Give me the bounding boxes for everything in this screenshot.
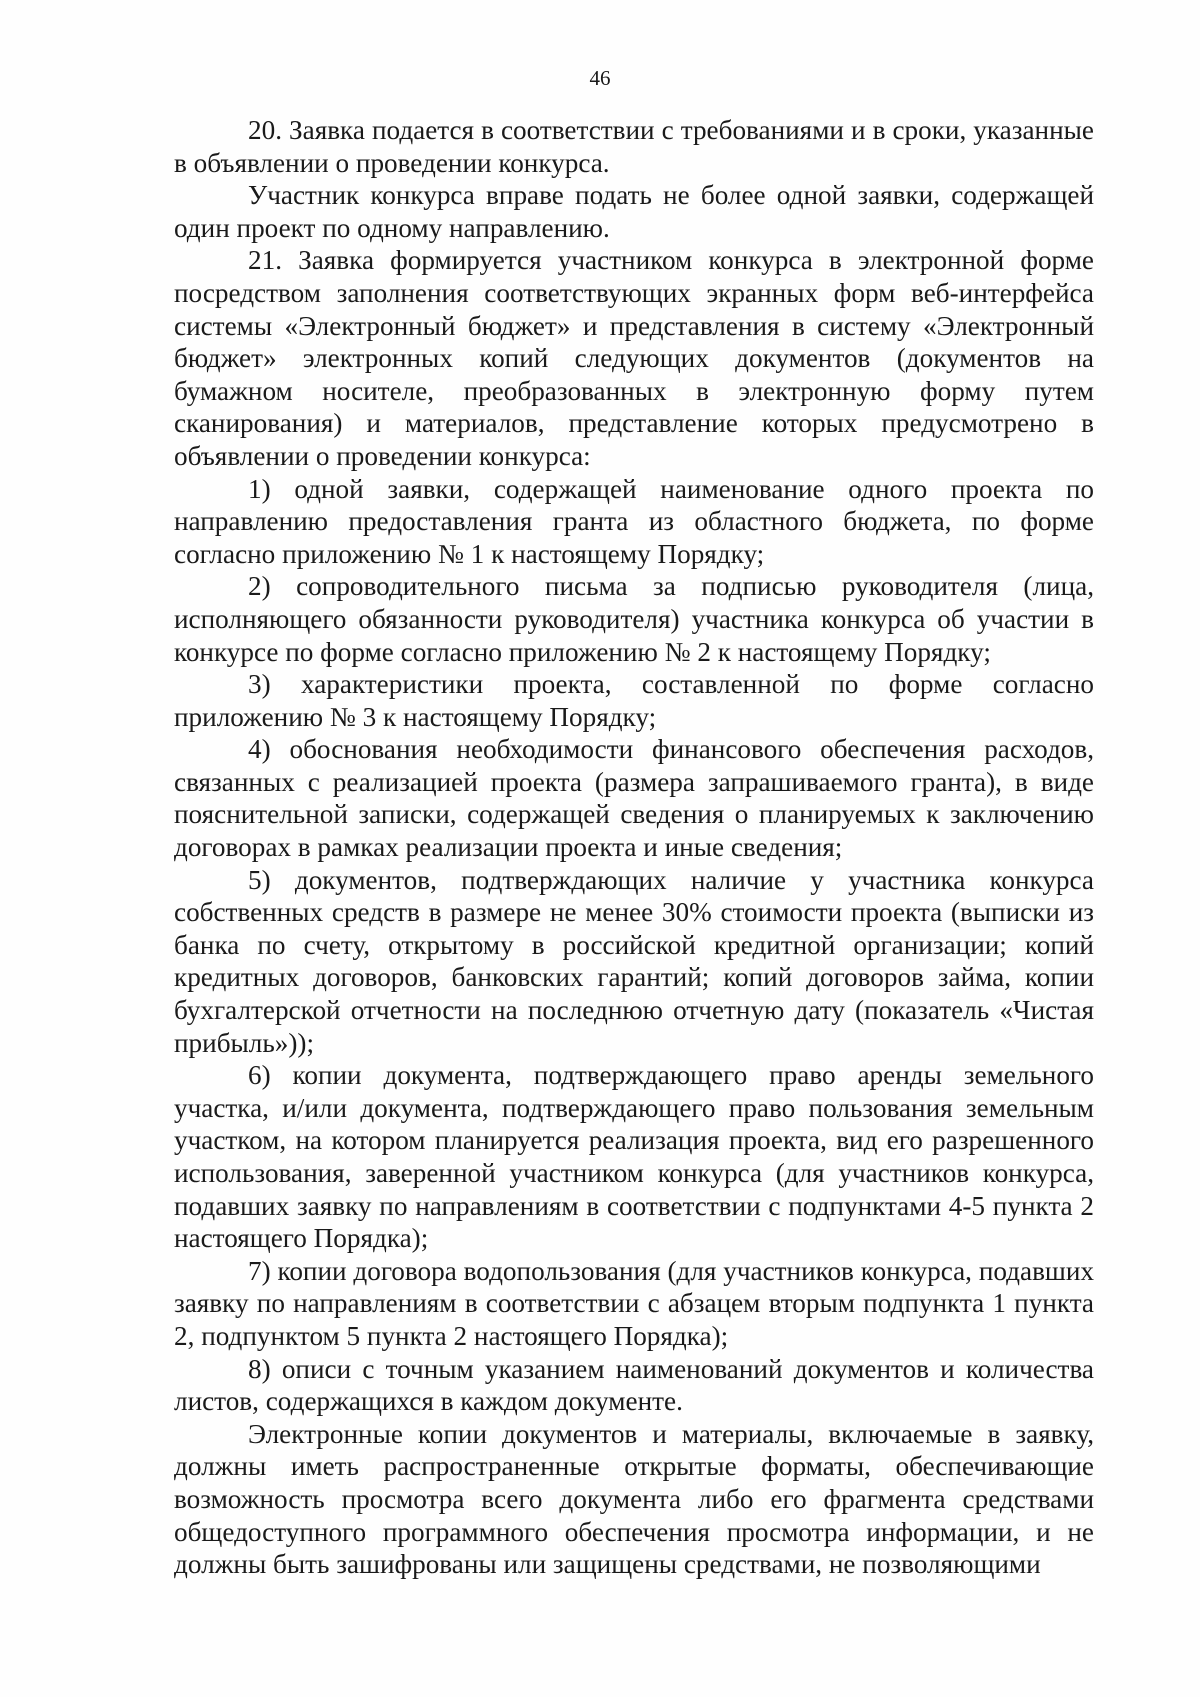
list-item-8: 8) описи с точным указанием наименований документов и количества листов, содержащихся в каждом документе. bbox=[174, 1353, 1094, 1417]
list-item-2: 2) сопроводительного письма за подписью руководителя (лица, исполняющего обязанности руководителя) участника конкурса об участии в конкурсе по форме согласно приложению № 2 к настоящему Порядку; bbox=[174, 571, 1094, 667]
paragraph-participant-limit: Участник конкурса вправе подать не более одной заявки, содержащей один проект по одному направлению. bbox=[174, 180, 1094, 243]
list-item-4: 4) обоснования необходимости финансового обеспечения расходов, связанных с реализацией проекта (размера запрашиваемого гранта), в виде пояснительной записки, содержащей сведения о планируемых к заключению договорах в рамках реализации проекта и иные сведения; bbox=[174, 734, 1094, 863]
list-item-3: 3) характеристики проекта, составленной по форме согласно приложению № 3 к настоящему Порядку; bbox=[174, 669, 1094, 732]
paragraph-21: 21. Заявка формируется участником конкурса в электронной форме посредством заполнения соответствующих экранных форм веб-интерфейса системы «Электронный бюджет» и представления в систему «Электронный бюджет» электронных копий следующих документов (документов на бумажном носителе, преобразованных в электронную форму путем сканирования) и материалов, представление которых предусмотрено в объявлении о проведении конкурса: bbox=[174, 245, 1094, 471]
list-item-5: 5) документов, подтверждающих наличие у участника конкурса собственных средств в размере не менее 30% стоимости проекта (выписки из банка по счету, открытому в российской кредитной организации; копий кредитных договоров, банковских гарантий; копий договоров займа, копии бухгалтерской отчетности на последнюю отчетную дату (показатель «Чистая прибыль»)); bbox=[174, 864, 1094, 1058]
paragraph-electronic-copies: Электронные копии документов и материалы, включаемые в заявку, должны иметь распространенные открытые форматы, обеспечивающие возможность просмотра всего документа либо его фрагмента средствами общедоступного программного обеспечения просмотра информации, и не должны быть зашифрованы или защищены средствами, не позволяющими bbox=[174, 1418, 1094, 1580]
document-body bbox=[174, 114, 1094, 1581]
list-item-1: 1) одной заявки, содержащей наименование одного проекта по направлению предоставления гранта из областного бюджета, по форме согласно приложению № 1 к настоящему Порядку; bbox=[174, 473, 1094, 569]
paragraph-20: 20. Заявка подается в соответствии с требованиями и в сроки, указанные в объявлении о проведении конкурса. bbox=[174, 115, 1094, 178]
page-number: 46 bbox=[589, 66, 611, 90]
list-item-7: 7) копии договора водопользования (для участников конкурса, подавших заявку по направлениям в соответствии с абзацем вторым подпункта 1 пункта 2, подпунктом 5 пункта 2 настоящего Порядка); bbox=[174, 1255, 1094, 1351]
list-item-6: 6) копии документа, подтверждающего право аренды земельного участка, и/или документа, подтверждающего право пользования земельным участком, на котором планируется реализация проекта, вид его разрешенного использования, заверенной участником конкурса (для участников конкурса, подавших заявку по направлениям в соответствии с подпунктами 4-5 пункта 2 настоящего Порядка); bbox=[174, 1060, 1094, 1254]
